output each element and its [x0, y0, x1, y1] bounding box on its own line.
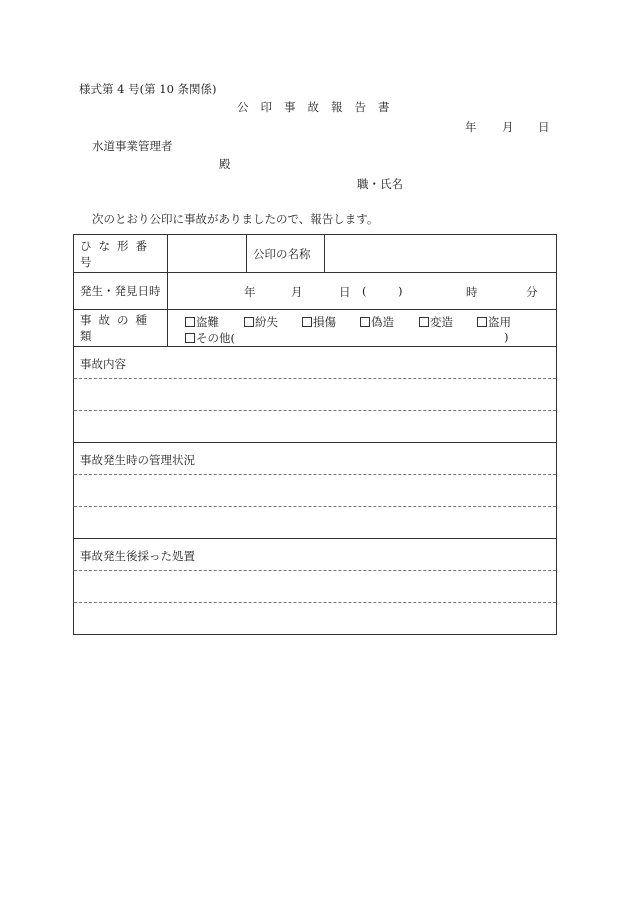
weekday-paren-close: ) — [398, 284, 403, 298]
model-number-label: ひな形番号 — [80, 238, 154, 269]
date-month-unit: 月 — [502, 120, 514, 134]
section-management-status — [74, 442, 556, 474]
occurrence-hour-unit: 時 — [466, 285, 478, 299]
section-label-measures-taken: 事故発生後採った処置 — [80, 549, 195, 563]
writing-line[interactable] — [74, 410, 556, 442]
weekday-paren-open: ( — [362, 284, 367, 298]
section-accident-details — [74, 346, 556, 378]
checkbox-icon — [185, 333, 195, 343]
occurrence-month-unit: 月 — [291, 285, 303, 299]
accident-type-row — [74, 309, 556, 346]
honorific: 殿 — [219, 157, 231, 171]
writing-line[interactable] — [74, 570, 556, 602]
report-table — [73, 234, 557, 635]
checkbox-icon — [302, 317, 312, 327]
occurrence-label: 発生・発見日時 — [80, 284, 161, 298]
seal-name-field[interactable] — [324, 235, 558, 272]
document-title: 公印事故報告書 — [237, 100, 402, 114]
occurrence-datetime-field[interactable] — [167, 273, 558, 309]
addressee: 水道事業管理者 — [92, 139, 173, 153]
accident-type-options — [167, 310, 558, 346]
occurrence-row — [74, 272, 556, 309]
other-paren-close: ) — [504, 330, 509, 344]
checkbox-icon — [477, 317, 487, 327]
occurrence-day-unit: 日 — [339, 285, 351, 299]
checkbox-loss[interactable]: 紛失 — [244, 314, 278, 330]
model-number-row — [74, 235, 556, 272]
writing-line[interactable] — [74, 474, 556, 506]
checkbox-forgery[interactable]: 偽造 — [360, 314, 394, 330]
checkbox-other[interactable]: その他( — [185, 330, 235, 346]
checkbox-damage[interactable]: 損傷 — [302, 314, 336, 330]
section-measures-taken — [74, 538, 556, 570]
writing-line[interactable] — [74, 506, 556, 538]
checkbox-icon — [419, 317, 429, 327]
checkbox-theft[interactable]: 盗難 — [185, 314, 219, 330]
section-label-management-status: 事故発生時の管理状況 — [80, 453, 195, 467]
checkbox-icon — [360, 317, 370, 327]
model-number-field[interactable] — [167, 235, 246, 272]
occurrence-year-unit: 年 — [244, 285, 256, 299]
writing-line[interactable] — [74, 602, 556, 634]
accident-type-label: 事故の種類 — [80, 313, 154, 343]
occurrence-minute-unit: 分 — [526, 285, 538, 299]
date-day-unit: 日 — [538, 120, 550, 134]
intro-text: 次のとおり公印に事故がありましたので、報告します。 — [92, 212, 379, 226]
checkbox-icon — [244, 317, 254, 327]
seal-name-label: 公印の名称 — [253, 246, 311, 261]
checkbox-alteration[interactable]: 変造 — [419, 314, 453, 330]
checkbox-icon — [185, 317, 195, 327]
form-number: 様式第 4 号(第 10 条関係) — [79, 82, 217, 96]
date-year-unit: 年 — [465, 120, 477, 134]
writing-line[interactable] — [74, 378, 556, 410]
reporter-name-label: 職・氏名 — [357, 177, 403, 191]
section-label-accident-details: 事故内容 — [80, 357, 126, 371]
checkbox-misuse[interactable]: 盗用 — [477, 314, 511, 330]
